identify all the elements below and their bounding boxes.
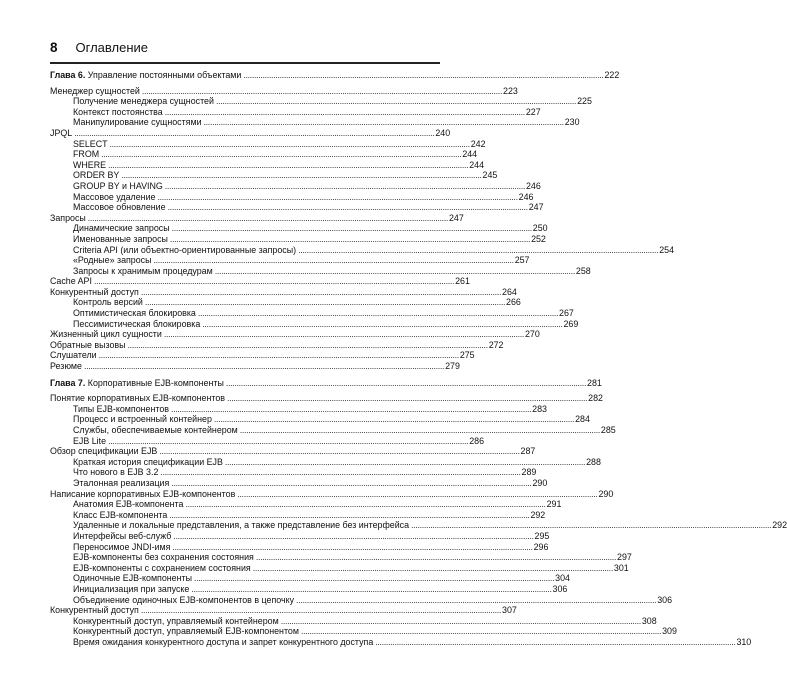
toc-page-number: 244 — [469, 159, 485, 170]
toc-page-number: 292 — [772, 520, 787, 531]
toc-chapter-name: Корпоративные EJB-компоненты — [87, 377, 224, 388]
toc-leader-dots — [160, 467, 519, 478]
toc-page-number: 250 — [532, 223, 548, 234]
toc-page-number: 283 — [532, 403, 547, 414]
toc-subentry-row — [50, 297, 521, 308]
toc-entry-row — [50, 329, 540, 340]
toc-leader-dots — [173, 531, 532, 542]
toc-leader-dots — [142, 86, 501, 97]
toc-page-number: 252 — [531, 233, 546, 244]
toc-page-number: 284 — [575, 414, 590, 425]
toc-page-number: 258 — [575, 265, 591, 276]
toc-page-number: 270 — [524, 329, 540, 340]
toc-page-number: 267 — [559, 308, 574, 319]
toc-entry-title: «Родные» запросы — [73, 255, 152, 266]
toc-leader-dots — [141, 287, 500, 298]
toc-entry-title: Конкурентный доступ — [50, 286, 139, 297]
toc-entry-title: JPQL — [50, 127, 73, 138]
toc-page-number: 292 — [530, 509, 546, 520]
toc-subentry-row — [50, 223, 548, 234]
toc-leader-dots — [411, 520, 770, 531]
toc-page-number: 272 — [488, 339, 504, 350]
toc-chapter-row — [50, 377, 602, 389]
toc-leader-dots — [240, 425, 599, 436]
toc-chapter-name: Управление постоянными объектами — [87, 70, 242, 80]
toc-subentry-row — [50, 255, 530, 266]
toc-subentry-row — [50, 170, 498, 181]
toc-entry-title: Эталонная реализация — [73, 477, 170, 488]
toc-subentry-row — [50, 456, 601, 468]
toc-page-number: 264 — [502, 286, 517, 297]
toc-entry-row — [50, 488, 614, 500]
toc-entry-title: Обзор спецификации EJB — [50, 446, 158, 457]
toc-subentry-row — [50, 414, 590, 425]
toc-entry-title: FROM — [73, 149, 100, 160]
toc-subentry-row — [50, 615, 657, 627]
toc-chapter-title — [50, 378, 224, 389]
toc-leader-dots — [194, 573, 553, 584]
toc-entry-title: Манипулирование сущностями — [73, 117, 202, 128]
toc-entry-row — [50, 276, 470, 287]
toc-entry-row — [50, 350, 475, 361]
toc-subentry-row — [50, 117, 580, 128]
toc-subentry-row — [50, 308, 574, 319]
toc-leader-dots — [202, 319, 561, 330]
toc-subentry-row — [50, 626, 677, 637]
toc-leader-dots — [237, 489, 596, 500]
toc-leader-dots — [281, 616, 640, 627]
page-number: 8 — [50, 40, 58, 55]
toc-entry-title: Контроль версий — [73, 297, 143, 308]
toc-subentry-row — [50, 636, 752, 648]
toc-page-number: 242 — [470, 138, 486, 149]
running-header — [50, 40, 440, 60]
running-header-title: Оглавление — [75, 40, 148, 55]
toc-subentry-row — [50, 159, 485, 171]
toc-entry-row — [50, 605, 517, 616]
toc-page-number: 247 — [528, 202, 544, 213]
toc-page-number: 240 — [435, 127, 451, 138]
toc-leader-dots — [227, 393, 586, 404]
toc-leader-dots — [185, 499, 544, 510]
toc-page-number: 257 — [514, 255, 530, 266]
toc-entry-title: EJB-компоненты с сохранением состояния — [73, 562, 251, 573]
toc-subentry-row — [50, 520, 787, 531]
header-rule — [50, 62, 440, 64]
toc-page-number: 304 — [555, 573, 570, 584]
toc-entry-title: Переносимое JNDI-имя — [73, 541, 171, 552]
toc-entry-title: Именованные запросы — [73, 233, 168, 244]
toc-entry-title: Что нового в EJB 3.2 — [73, 467, 159, 478]
toc-entry-title: Запросы — [50, 212, 86, 223]
toc-leader-dots — [74, 128, 433, 139]
toc-leader-dots — [375, 637, 734, 648]
toc-page-number: 287 — [520, 446, 536, 457]
toc-leader-dots — [145, 297, 504, 308]
toc-entry-title: Динамические запросы — [73, 223, 170, 234]
toc-page-number: 246 — [525, 180, 541, 191]
toc-subentry-row — [50, 265, 591, 277]
toc-entry-title: Criteria API (или объектно-ориентированные запросы) — [73, 244, 297, 255]
toc-leader-dots — [157, 192, 516, 203]
toc-page-number: 247 — [448, 212, 464, 223]
toc-entry-title: Службы, обеспечиваемые контейнером — [73, 425, 238, 435]
toc-leader-dots — [253, 563, 612, 574]
toc-page-number: 222 — [604, 70, 620, 80]
toc-entry-title: Время ожидания конкурентного доступа и запрет конкурентного доступа — [73, 636, 374, 647]
toc-entry-title: Понятие корпоративных EJB-компонентов — [50, 393, 225, 404]
toc-subentry-row — [50, 477, 548, 489]
toc-leader-dots — [191, 584, 550, 595]
toc-subentry-row — [50, 594, 673, 606]
toc-entry-row — [50, 212, 464, 224]
toc-leader-dots — [172, 223, 531, 234]
toc-entry-title: Анатомия EJB-компонента — [73, 499, 184, 510]
toc-page-number: 295 — [534, 530, 550, 541]
toc-subentry-row — [50, 425, 616, 436]
toc-entry-row — [50, 339, 504, 351]
toc-entry-title: Класс EJB-компонента — [73, 509, 168, 520]
toc-leader-dots — [110, 139, 469, 150]
toc-entry-title: Оптимистическая блокировка — [73, 308, 196, 319]
toc-subentry-row — [50, 435, 485, 447]
toc-leader-dots — [154, 255, 513, 266]
toc-entry-title: Cache API — [50, 276, 92, 287]
toc-entry-title: SELECT — [73, 138, 108, 149]
toc-subentry-row — [50, 180, 541, 192]
toc-leader-dots — [170, 234, 529, 245]
toc-page-number: 261 — [455, 276, 470, 287]
toc-subentry-row — [50, 96, 592, 107]
toc-page-number: 230 — [564, 117, 580, 128]
toc-page-number: 225 — [577, 96, 592, 107]
toc-entry-row — [50, 361, 460, 372]
toc-leader-dots — [216, 96, 575, 107]
toc-entry-title: Инициализация при запуске — [73, 583, 190, 594]
toc-leader-dots — [225, 457, 584, 468]
toc-leader-dots — [164, 329, 523, 340]
toc-leader-dots — [171, 478, 530, 489]
toc-page-number: 306 — [552, 583, 568, 594]
toc-entry-title: Массовое обновление — [73, 202, 166, 213]
toc-entry-title: Конкурентный доступ, управляемый контейнером — [73, 615, 279, 626]
toc-leader-dots — [108, 160, 467, 171]
toc-subentry-row — [50, 202, 544, 213]
toc-page-number: 223 — [503, 85, 518, 96]
toc-entry-row — [50, 127, 451, 139]
toc-page-number: 308 — [641, 615, 657, 626]
toc-page-number: 307 — [502, 605, 517, 616]
toc-subentry-row — [50, 149, 478, 160]
toc-entry-title: Запросы к хранимым процедурам — [73, 265, 213, 276]
toc-subentry-row — [50, 318, 579, 330]
toc-page-number: 296 — [533, 541, 549, 552]
toc-page-number: 275 — [459, 350, 475, 361]
toc-page-number: 227 — [525, 106, 541, 117]
toc-leader-dots — [141, 605, 500, 616]
toc-leader-dots — [168, 202, 527, 213]
toc-leader-dots — [298, 245, 657, 256]
toc-entry-title: Объединение одиночных EJB-компонентов в цепочку — [73, 594, 295, 605]
toc-entry-title: Менеджер сущностей — [50, 85, 140, 96]
toc-leader-dots — [256, 552, 615, 563]
toc-subentry-row — [50, 233, 546, 245]
toc-entry-title: Обратные вызовы — [50, 339, 126, 350]
toc-entry-title: Массовое удаление — [73, 191, 156, 202]
toc-leader-dots — [88, 213, 447, 224]
toc-subentry-row — [50, 499, 562, 510]
toc-leader-dots — [204, 117, 563, 128]
toc-entry-title: ORDER BY — [73, 170, 120, 181]
toc-subentry-row — [50, 541, 549, 553]
toc-entry-title: GROUP BY и HAVING — [73, 180, 163, 191]
toc-page-number: 286 — [469, 435, 485, 446]
toc-leader-dots — [226, 378, 585, 389]
toc-entry-row — [50, 286, 517, 298]
toc-page-number: 244 — [462, 149, 478, 160]
toc-leader-dots — [159, 446, 518, 457]
toc-subentry-row — [50, 583, 568, 595]
toc-page-number: 309 — [662, 626, 677, 637]
toc-entry-title: Типы EJB-компонентов — [73, 403, 169, 414]
toc-subentry-row — [50, 106, 541, 118]
toc-entry-title: EJB-компоненты без сохранения состояния — [73, 552, 254, 563]
toc-leader-dots — [101, 149, 460, 160]
toc-entry-title: Пессимистическая блокировка — [73, 318, 201, 329]
toc-page-number: 246 — [518, 191, 534, 202]
toc-page-number: 297 — [617, 552, 632, 563]
toc-page-number: 269 — [563, 318, 579, 329]
toc-chapter-title — [50, 70, 241, 81]
toc-page-number: 288 — [586, 456, 601, 467]
table-of-contents — [50, 70, 787, 647]
toc-leader-dots — [198, 308, 557, 319]
toc-subentry-row — [50, 562, 629, 574]
toc-subentry-row — [50, 573, 570, 584]
toc-page-number: 310 — [736, 636, 752, 647]
toc-page-number: 282 — [588, 393, 603, 404]
toc-entry-title: Конкурентный доступ, управляемый EJB-компонентом — [73, 626, 299, 637]
toc-page-number: 291 — [546, 499, 562, 510]
toc-leader-dots — [301, 626, 660, 637]
toc-entry-title: Получение менеджера сущностей — [73, 96, 214, 107]
toc-leader-dots — [171, 404, 530, 415]
toc-entry-title: Жизненный цикл сущности — [50, 329, 162, 340]
toc-page-number: 245 — [482, 170, 498, 181]
toc-entry-title: Резюме — [50, 361, 82, 372]
toc-leader-dots — [165, 107, 524, 118]
toc-entry-title: WHERE — [73, 159, 107, 170]
toc-leader-dots — [214, 414, 573, 425]
toc-page-number: 306 — [657, 594, 673, 605]
toc-entry-row — [50, 85, 518, 97]
toc-leader-dots — [121, 170, 480, 181]
toc-page-number: 290 — [532, 477, 548, 488]
toc-leader-dots — [296, 595, 655, 606]
toc-subentry-row — [50, 509, 546, 521]
toc-page-number: 285 — [600, 425, 616, 435]
toc-subentry-row — [50, 467, 537, 478]
toc-entry-title: Одиночные EJB-компоненты — [73, 573, 192, 584]
toc-leader-dots — [172, 542, 531, 553]
toc-page-number: 290 — [598, 488, 614, 499]
toc-entry-title: Интерфейсы веб-служб — [73, 530, 172, 541]
toc-entry-title: Слушатели — [50, 350, 97, 361]
toc-leader-dots — [99, 350, 458, 361]
toc-leader-dots — [165, 181, 524, 192]
toc-entry-title: EJB Lite — [73, 435, 107, 446]
toc-entry-title: Краткая история спецификации EJB — [73, 456, 223, 467]
toc-page-number: 301 — [613, 562, 629, 573]
toc-entry-title: Процесс и встроенный контейнер — [73, 414, 212, 425]
toc-page-number: 254 — [659, 244, 675, 255]
toc-page-number: 289 — [521, 467, 537, 478]
toc-leader-dots — [169, 510, 528, 521]
toc-entry-title: Написание корпоративных EJB-компонентов — [50, 488, 236, 499]
toc-entry-row — [50, 393, 603, 404]
toc-page-number: 279 — [445, 361, 460, 372]
toc-leader-dots — [84, 361, 443, 372]
toc-subentry-row — [50, 552, 632, 563]
toc-page-number: 281 — [587, 377, 602, 388]
toc-leader-dots — [108, 436, 467, 447]
toc-chapter-label: Глава 7. — [50, 377, 86, 388]
toc-leader-dots — [94, 276, 453, 287]
toc-subentry-row — [50, 191, 534, 203]
toc-subentry-row — [50, 403, 547, 415]
toc-leader-dots — [128, 340, 487, 351]
toc-page-number: 266 — [506, 297, 521, 308]
toc-chapter-row — [50, 70, 620, 81]
toc-leader-dots — [243, 70, 602, 81]
toc-entry-title: Контекст постоянства — [73, 106, 163, 117]
toc-chapter-label: Глава 6. — [50, 70, 86, 80]
toc-entry-title: Удаленные и локальные представления, а также представление без интерфейса — [73, 520, 410, 531]
toc-subentry-row — [50, 530, 550, 542]
toc-leader-dots — [215, 266, 574, 277]
toc-entry-row — [50, 446, 536, 457]
toc-subentry-row — [50, 138, 486, 150]
toc-entry-title: Конкурентный доступ — [50, 605, 139, 616]
toc-subentry-row — [50, 244, 675, 256]
